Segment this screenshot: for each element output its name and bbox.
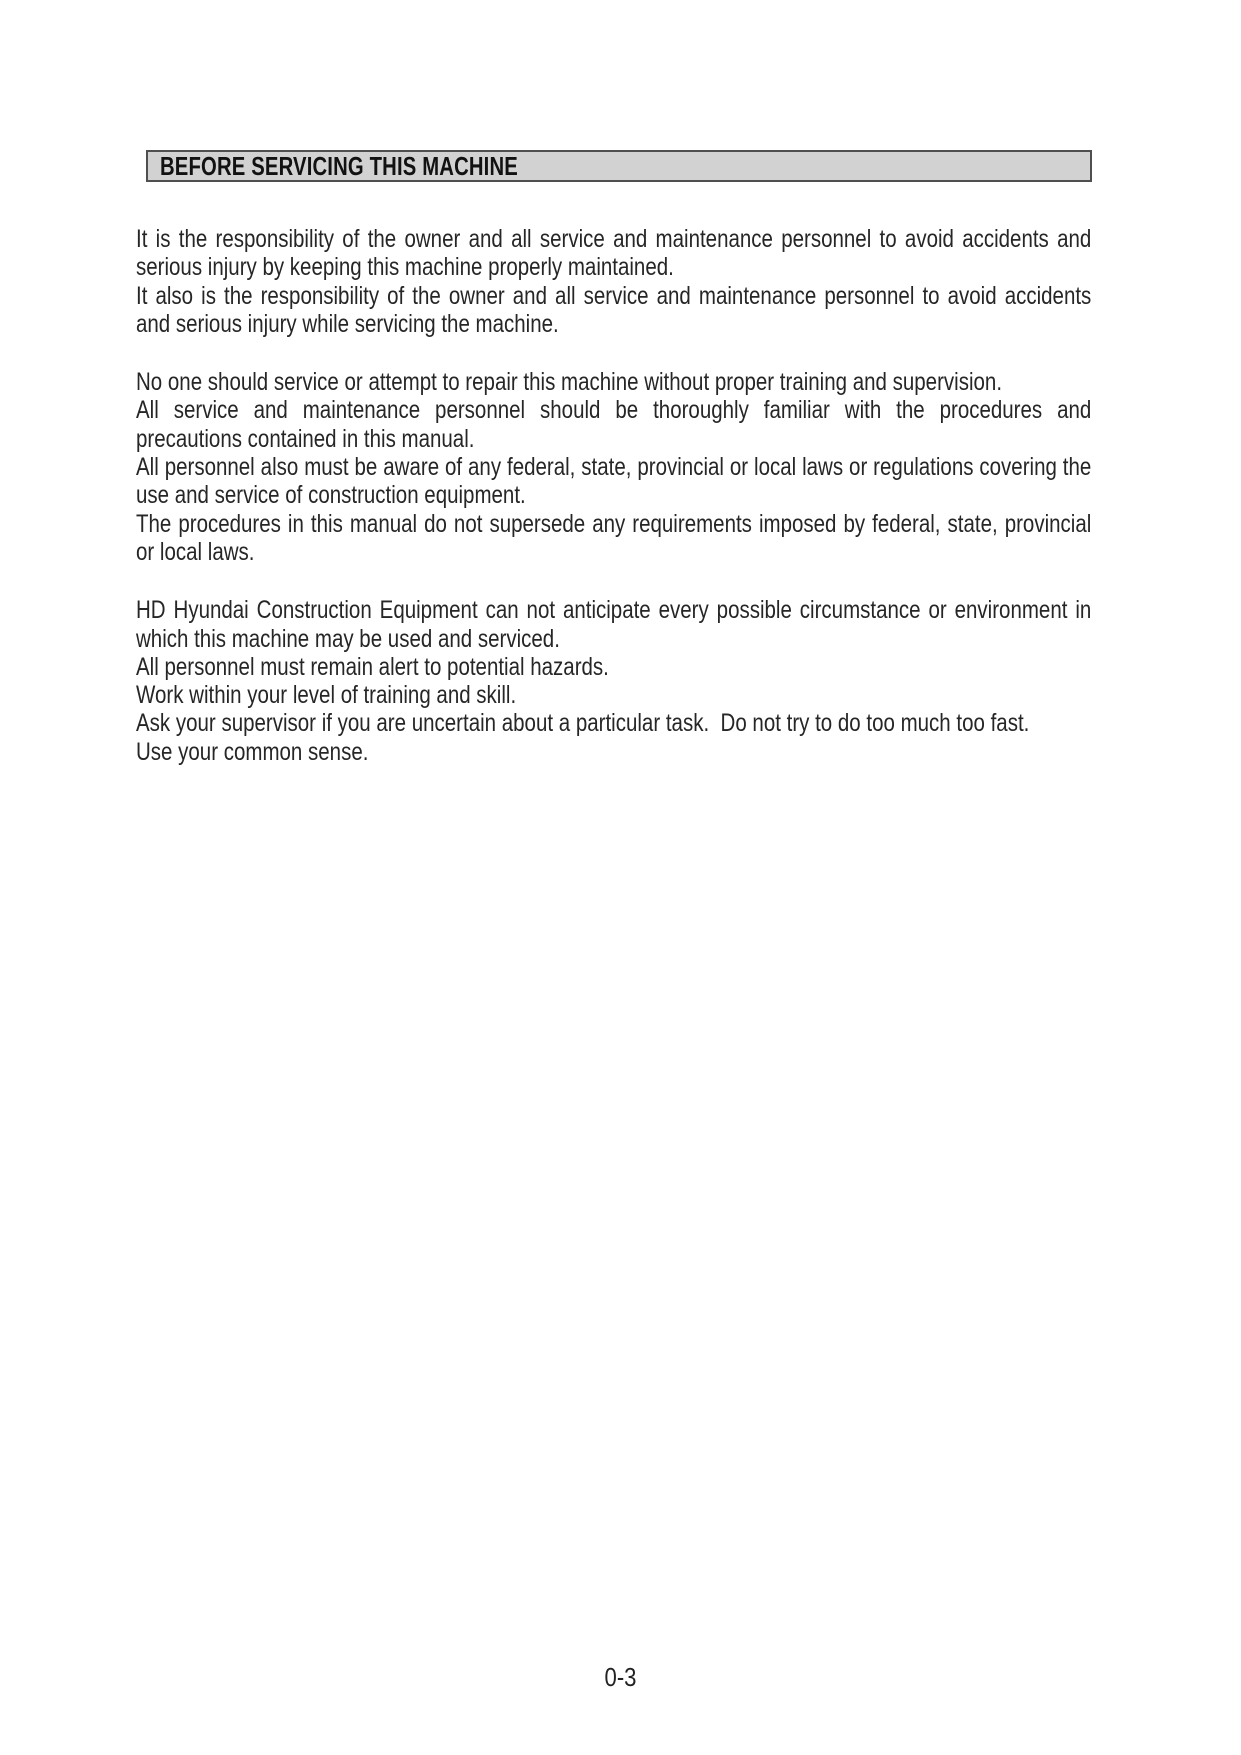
document-body [136, 225, 1091, 766]
sentence: HD Hyundai Construction Equipment can not anticipate every possible circumstance or environment in which this machine may be used and serviced. [136, 596, 1092, 653]
sentence: The procedures in this manual do not supersede any requirements imposed by federal, state, provincial or local laws. [136, 509, 1092, 566]
page-number: 0-3 [604, 1662, 637, 1692]
sentence: No one should service or attempt to repair this machine without proper training and supervision. [136, 368, 1003, 397]
sentence: Use your common sense. [136, 737, 369, 766]
sentence: It also is the responsibility of the owner and all service and maintenance personnel to avoid accidents and serious injury while servicing the machine. [136, 281, 1092, 338]
section-title: BEFORE SERVICING THIS MACHINE [160, 150, 518, 181]
sentence: Ask your supervisor if you are uncertain about a particular task. Do not try to do too much too fast. [136, 709, 1030, 738]
sentence: All service and maintenance personnel should be thoroughly familiar with the procedures and precautions contained in this manual. [136, 396, 1092, 453]
sentence: It is the responsibility of the owner and all service and maintenance personnel to avoid accidents and serious injury by keeping this machine properly maintained. [136, 225, 1092, 282]
paragraph-block [136, 368, 1091, 566]
sentence: Work within your level of training and skill. [136, 681, 517, 710]
section-header-bar [146, 150, 1092, 182]
paragraph-block [136, 225, 1091, 338]
sentence: All personnel must remain alert to potential hazards. [136, 652, 609, 681]
sentence: All personnel also must be aware of any federal, state, provincial or local laws or regulations covering the use and service of construction equipment. [136, 453, 1092, 510]
paragraph-block [136, 596, 1091, 766]
